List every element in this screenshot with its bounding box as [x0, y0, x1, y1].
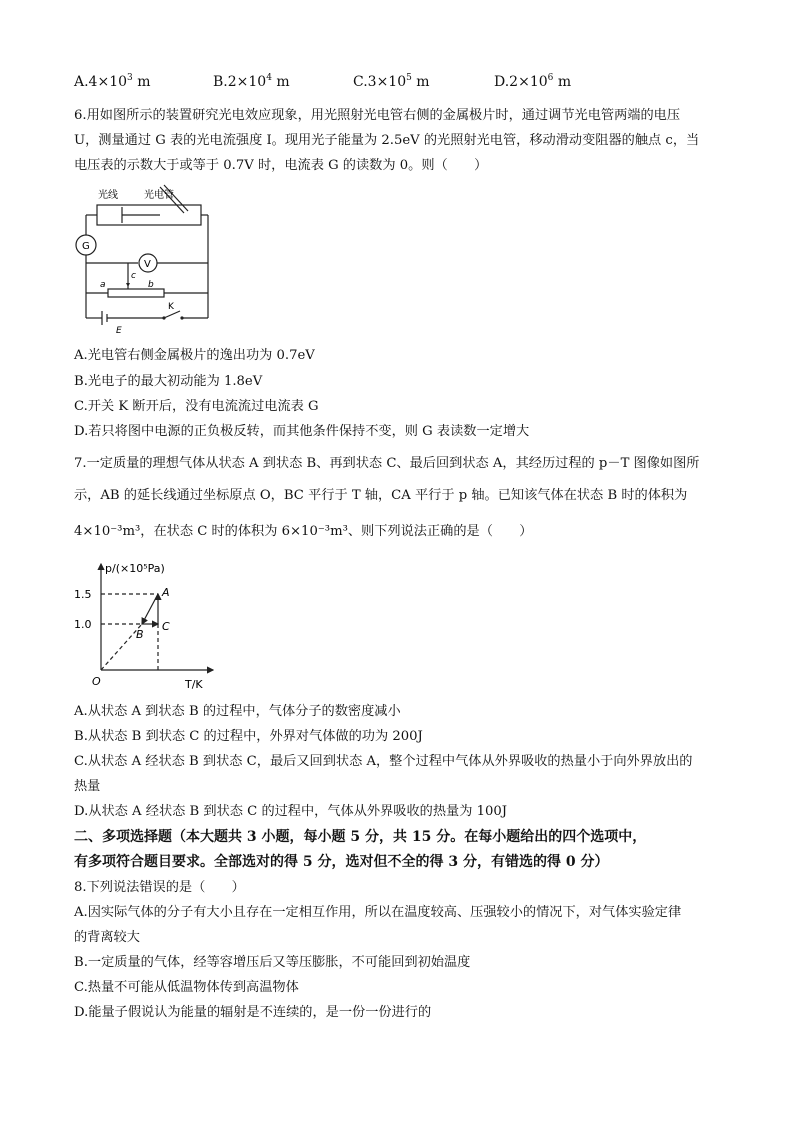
q6-circuit-figure [72, 183, 212, 335]
q7-option-c-line-2: 热量 [74, 779, 101, 794]
q8-option-b: B.一定质量的气体，经等容增压后又等压膨胀，不可能回到初始温度 [74, 955, 471, 970]
segment-ab [142, 594, 158, 624]
q8-option-d: D.能量子假说认为能量的辐射是不连续的，是一份一份进行的 [74, 1005, 432, 1020]
rheostat [108, 289, 164, 297]
switch-k-label: K [168, 302, 174, 312]
q8-stem: 8.下列说法错误的是（ ） [74, 880, 245, 895]
q7-option-c-line-1: C.从状态 A 经状态 B 到状态 C，最后又回到状态 A，整个过程中气体从外界吸收的热量小于向外界放出的 [74, 754, 693, 769]
rheostat-b-label: b [148, 280, 154, 290]
tube-label: 光电管 [144, 190, 174, 201]
point-b-label: B [136, 628, 144, 641]
tick-1-0: 1.0 [74, 618, 92, 631]
q6-stem-line-3: 电压表的示数大于或等于 0.7V 时，电流表 G 的读数为 0。则（ ） [74, 158, 488, 173]
q8-option-a-line-2: 的背离较大 [74, 930, 140, 945]
q6-option-d: D.若只将图中电源的正负极反转，而其他条件保持不变，则 G 表读数一定增大 [74, 424, 530, 439]
q6-option-a: A.光电管右侧金属极片的逸出功为 0.7eV [74, 348, 315, 363]
q6-stem-line-1: 6.用如图所示的装置研究光电效应现象，用光照射光电管右侧的金属极片时，通过调节光电管两端的电压 [74, 108, 681, 123]
q7-stem-line-2: 示，AB 的延长线通过坐标原点 O，BC 平行于 T 轴，CA 平行于 p 轴。已知该气体在状态 B 时的体积为 [74, 488, 688, 503]
q5-option-c: $C.3\times 10^5$ m [353, 73, 430, 90]
rheostat-a-label: a [100, 280, 106, 290]
contact-c-label: c [131, 271, 136, 281]
q6-option-b: B.光电子的最大初动能为 1.8eV [74, 374, 263, 389]
q6-stem-line-2: U，测量通过 G 表的光电流强度 I。现用光子能量为 2.5eV 的光照射光电管，移动滑动变阻器的触点 c，当 [74, 133, 700, 148]
origin-label: O [92, 675, 101, 688]
section-2-header-line-2: 有多项符合题目要求。全部选对的得 5 分，选对但不全的得 3 分，有错选的得 0 分） [74, 854, 609, 870]
point-c-label: C [162, 620, 170, 633]
tick-1-5: 1.5 [74, 588, 92, 601]
q7-stem-line-3: 4×10⁻³m³，在状态 C 时的体积为 6×10⁻³m³、则下列说法正确的是（ ） [74, 524, 533, 539]
q8-option-c: C.热量不可能从低温物体传到高温物体 [74, 980, 299, 995]
q5-option-b: $B.2\times 10^4$ m [213, 73, 290, 90]
q6-option-c: C.开关 K 断开后，没有电流流过电流表 G [74, 399, 319, 414]
battery-e-label: E [116, 326, 122, 335]
q7-pt-chart [70, 558, 220, 693]
q7-option-a: A.从状态 A 到状态 B 的过程中，气体分子的数密度减小 [74, 704, 401, 719]
y-axis-label: p/(×10⁵Pa) [105, 562, 165, 575]
galvanometer-label: G [82, 241, 90, 252]
q5-option-a: $A.4\times 10^3$ m [74, 73, 151, 90]
q8-option-a-line-1: A.因实际气体的分子有大小且存在一定相互作用，所以在温度较高、压强较小的情况下，对气体实验定律 [74, 905, 682, 920]
point-a-label: A [162, 586, 170, 599]
q7-option-b: B.从状态 B 到状态 C 的过程中，外界对气体做的功为 200J [74, 729, 423, 744]
q7-option-d: D.从状态 A 经状态 B 到状态 C 的过程中，气体从外界吸收的热量为 100J [74, 804, 508, 819]
section-2-header-line-1: 二、多项选择题（本大题共 3 小题，每小题 5 分，共 15 分。在每小题给出的四个选项中， [74, 829, 647, 845]
voltmeter-label: V [144, 259, 151, 270]
light-label: 光线 [98, 190, 118, 201]
q7-stem-line-1: 7.一定质量的理想气体从状态 A 到状态 B、再到状态 C、最后回到状态 A，其经历过程的 p－T 图像如图所 [74, 456, 700, 471]
x-axis-label: T/K [185, 678, 203, 691]
q5-option-d: $D.2\times 10^6$ m [494, 73, 572, 90]
